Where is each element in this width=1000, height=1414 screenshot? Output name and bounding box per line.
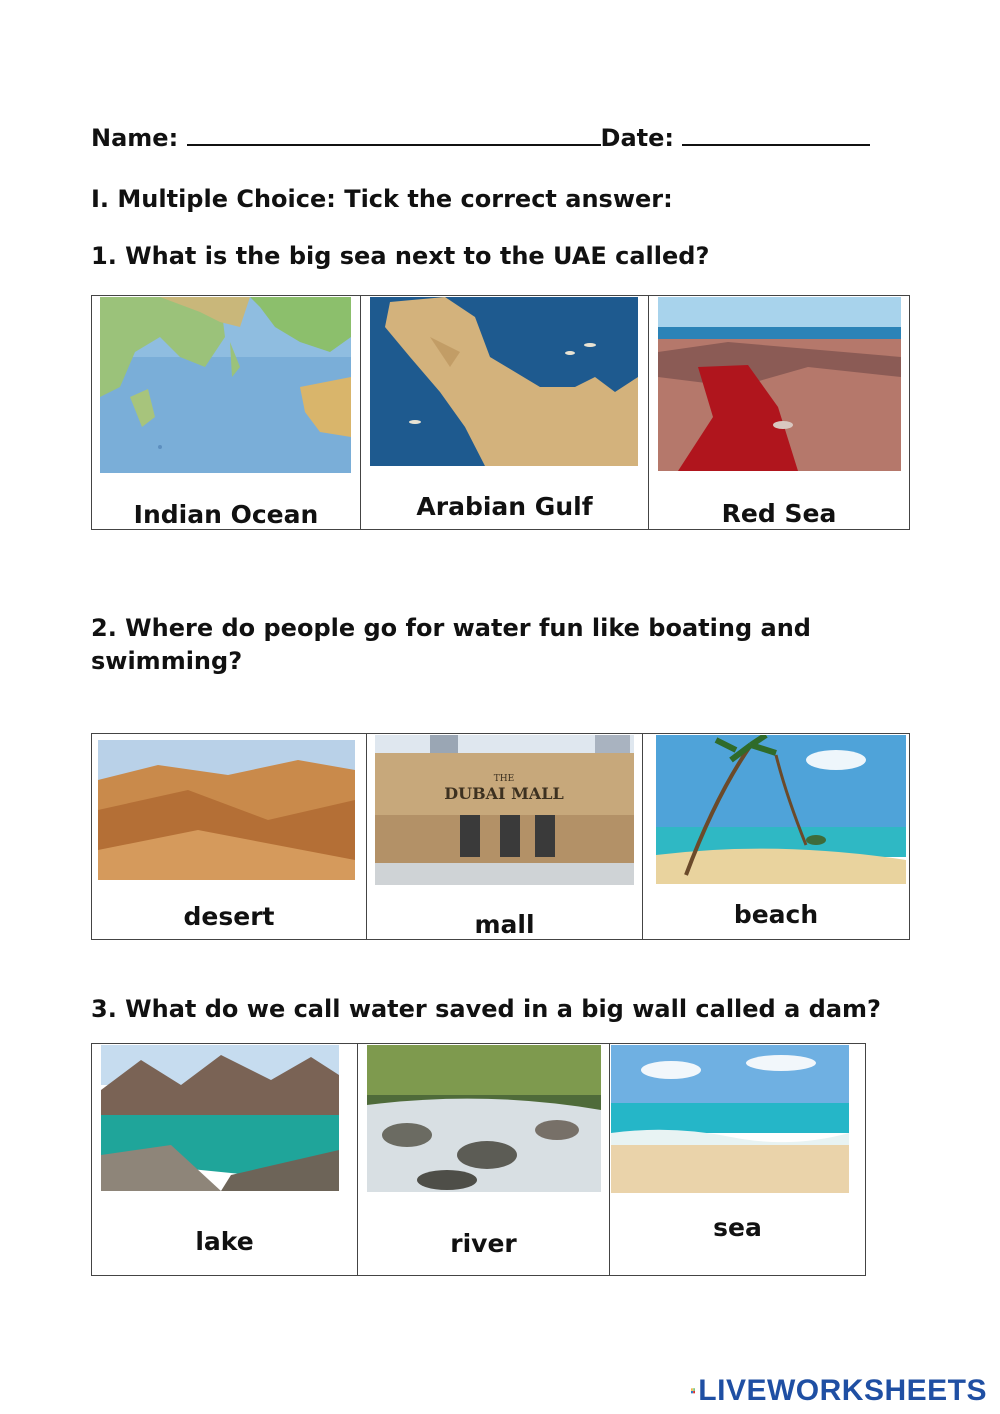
desert-dunes-image [98,740,355,880]
question-2-options [91,733,910,940]
option-label: Red Sea [721,499,837,528]
option-label: desert [183,902,275,931]
red-sea-shore-image [658,297,901,471]
brand-name: LIVEWORKSHEETS [698,1374,987,1407]
name-date-row [91,122,870,152]
question-1-options [91,295,910,530]
option-indian-ocean[interactable] [92,296,361,529]
mall-sign-small: THE [493,774,515,784]
question-2-text-line-2: swimming? [91,647,243,675]
option-arabian-gulf[interactable] [361,296,649,529]
option-label: river [450,1229,517,1258]
question-1-text: 1. What is the big sea next to the UAE called? [91,242,710,270]
option-sea[interactable] [610,1044,865,1275]
option-lake[interactable] [92,1044,358,1275]
section-title: I. Multiple Choice: Tick the correct answer: [91,185,673,213]
indian-ocean-map-image [100,297,351,473]
option-river[interactable] [358,1044,610,1275]
arabian-gulf-satellite-image [370,297,638,466]
sea-shore-image [611,1045,849,1193]
option-desert[interactable] [92,734,367,939]
name-label: Name: [91,124,179,152]
mall-sign: DUBAI MALL [444,784,564,803]
dubai-mall-image [375,735,634,885]
liveworksheets-logo [691,1374,987,1408]
question-3-text: 3. What do we call water saved in a big wall called a dam? [91,995,881,1023]
date-label: Date: [600,124,674,152]
name-field[interactable] [187,122,601,146]
option-label: sea [713,1213,762,1242]
option-beach[interactable] [643,734,909,939]
liveworksheets-logo-icon [691,1378,695,1404]
palm-beach-image [656,735,906,884]
date-field[interactable] [682,122,870,146]
option-label: Arabian Gulf [416,492,593,521]
option-label: lake [195,1227,254,1256]
option-mall[interactable] [367,734,643,939]
mountain-lake-image [101,1045,339,1191]
question-3-options [91,1043,866,1276]
option-label: beach [733,900,819,929]
question-2-text-line-1: 2. Where do people go for water fun like boating and [91,614,811,642]
option-label: mall [474,910,535,939]
rocky-river-image [367,1045,601,1192]
svg-text:LIVE: LIVE [691,1390,695,1392]
option-red-sea[interactable] [649,296,909,529]
option-label: Indian Ocean [133,500,319,529]
